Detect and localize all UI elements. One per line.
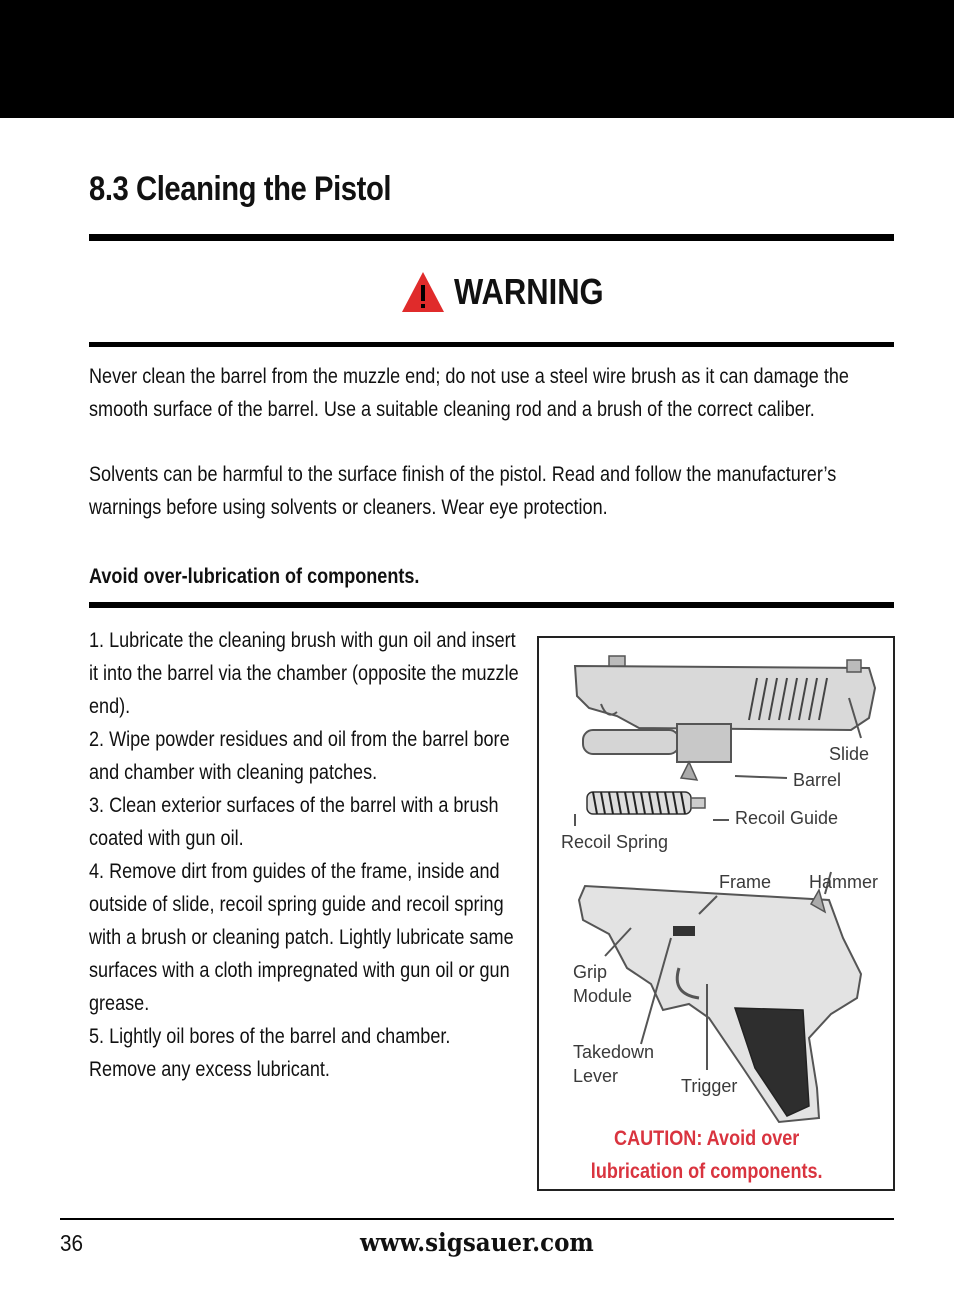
- title-divider: [89, 234, 894, 241]
- label-recoil-spring: Recoil Spring: [561, 832, 669, 852]
- warning-label: WARNING: [454, 271, 604, 312]
- recoil-spring-illustration: [575, 792, 729, 826]
- warning-triangle-icon: [400, 270, 446, 314]
- page-number: 36: [60, 1230, 84, 1256]
- warning-paragraph-2: Solvents can be harmful to the surface finish of the pistol. Read and follow the manufacturer’s warnings before using solvents or cleaners. Wear eye protection.: [89, 463, 837, 519]
- footer-divider: [60, 1218, 894, 1220]
- caution-line-2: lubrication of components.: [590, 1160, 823, 1183]
- step-item: 2. Wipe powder residues and oil from the barrel bore and chamber with cleaning patches.: [89, 728, 510, 784]
- caution-note: [539, 1122, 874, 1188]
- label-takedown: Takedown: [573, 1042, 655, 1062]
- label-lever: Lever: [573, 1066, 619, 1086]
- step-item: 1. Lubricate the cleaning brush with gun oil and insert it into the barrel via the chamber (opposite the muzzle end).: [89, 629, 519, 718]
- label-hammer: Hammer: [809, 872, 879, 892]
- pistol-parts-diagram: [539, 638, 893, 1189]
- label-module: Module: [573, 986, 633, 1006]
- page-title: 8.3 Cleaning the Pistol: [89, 170, 392, 208]
- caution-line-1: CAUTION: Avoid over: [614, 1127, 800, 1150]
- pistol-parts-figure: [537, 636, 895, 1191]
- label-trigger: Trigger: [681, 1076, 738, 1096]
- label-recoil-guide: Recoil Guide: [735, 808, 839, 828]
- warning-divider: [89, 342, 894, 347]
- top-black-band: [0, 0, 954, 118]
- label-barrel: Barrel: [793, 770, 842, 790]
- website-link[interactable]: www.sigsauer.com: [360, 1228, 594, 1257]
- step-item: 5. Lightly oil bores of the barrel and chamber. Remove any excess lubricant.: [89, 1025, 451, 1081]
- cleaning-steps: [89, 624, 519, 1086]
- barrel-illustration: [583, 724, 787, 780]
- label-frame: Frame: [719, 872, 772, 892]
- warning-paragraph-1: Never clean the barrel from the muzzle end; do not use a steel wire brush as it can damage the smooth surface of the barrel. Use a suitable cleaning rod and a brush of the correct caliber.: [89, 365, 849, 421]
- label-grip: Grip: [573, 962, 608, 982]
- step-item: 4. Remove dirt from guides of the frame, inside and outside of slide, recoil spring guide and recoil spring with a brush or cleaning patch. Lightly lubricate same surfaces with a cloth impregnated with gun oil or gun grease.: [89, 860, 514, 1015]
- label-slide: Slide: [829, 744, 870, 764]
- note-divider: [89, 602, 894, 608]
- warning-header: [400, 268, 628, 316]
- lubrication-note: Avoid over-lubrication of components.: [89, 565, 420, 588]
- step-item: 3. Clean exterior surfaces of the barrel with a brush coated with gun oil.: [89, 794, 499, 850]
